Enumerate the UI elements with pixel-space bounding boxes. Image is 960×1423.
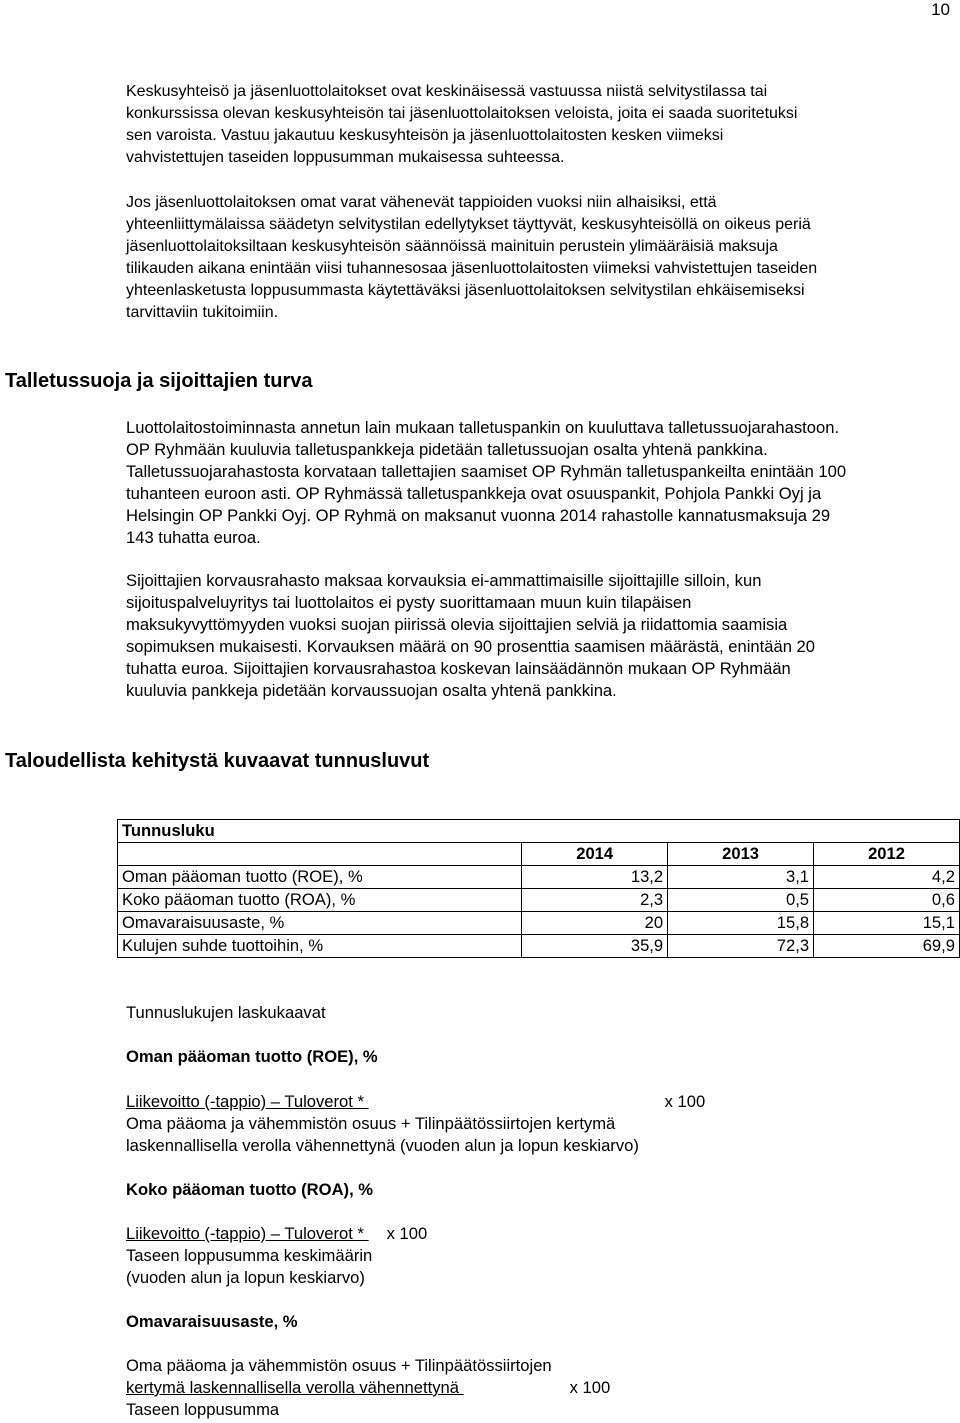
fraction-rule [364,1223,382,1245]
text-line: tilikauden aikana enintään viisi tuhannesosaa jäsenluottolaitosten viimeksi vahvistettujen taseiden [126,260,818,277]
table-row [118,935,960,958]
text-line: Luottolaitostoiminnasta annetun lain mukaan talletuspankin on kuuluttava talletussuojarahastoon. [126,418,840,437]
table-header-row [118,843,960,866]
roe-numerator-line [126,1091,705,1113]
roe-formula-title: Oman pääoman tuotto (ROE), % [126,1047,378,1066]
equity-ratio-formula-title: Omavaraisuusaste, % [126,1312,298,1331]
talletussuoja-paragraph-1 [126,417,956,549]
text-line: 143 tuhatta euroa. [126,528,261,547]
row-value: 4,2 [814,866,960,889]
text-line: tuhanteen euroon asti. OP Ryhmässä talletuspankkeja ovat osuuspankit, Pohjola Pankki Oyj ja [126,484,822,503]
text-line: tuhatta euroa. Sijoittajien korvausrahastoa koskevan lainsäädännön mukaan OP Ryhmään [126,659,791,678]
text-line: konkurssissa olevan keskusyhteisön tai jäsenluottolaitoksen veloista, joita ei saada suoritetuksi [126,105,798,122]
roe-numerator: Liikevoitto (-tappio) – Tuloverot * [126,1092,364,1111]
row-value: 20 [522,912,668,935]
equity-numerator: kertymä laskennallisella verolla vähennettynä [126,1378,459,1397]
roa-formula-title: Koko pääoman tuotto (ROA), % [126,1180,374,1199]
row-value: 13,2 [522,866,668,889]
text-line: maksukyvyttömyyden vuoksi suojan piirissä olevia sijoittajien selviä ja riidattomia saamisia [126,615,788,634]
row-value: 35,9 [522,935,668,958]
row-label: Kulujen suhde tuottoihin, % [118,935,522,958]
text-line: OP Ryhmään kuuluvia talletuspankkeja pidetään talletussuojan osalta yhtenä pankkina. [126,440,768,459]
text-line: Sijoittajien korvausrahasto maksaa korvauksia ei-ammattimaisille sijoittajille silloin, kun [126,571,762,590]
text-line: jäsenluottolaitoksiltaan keskusyhteisön säännöissä mainituin perustein ylimääräisiä maksuja [126,238,778,255]
table-row [118,889,960,912]
table-header-empty [118,843,522,866]
text-line: Talletussuojarahastosta korvataan tallettajien saamiset OP Ryhmän talletuspankeilta enintään 100 [126,462,847,481]
text-line: vahvistettujen taseiden loppusumman mukaisessa suhteessa. [126,149,565,166]
section-heading-tunnusluvut: Taloudellista kehitystä kuvaavat tunnusluvut [5,750,430,772]
roa-multiplier: x 100 [386,1224,428,1243]
text-line: Jos jäsenluottolaitoksen omat varat vähenevät tappioiden vuoksi niin alhaisiksi, että [126,194,717,211]
year-header: 2014 [522,843,668,866]
text-line: kuuluvia pankkeja pidetään korvaussuojan osalta yhtenä pankkina. [126,681,617,700]
page-number: 10 [931,0,950,19]
row-value: 15,1 [814,912,960,935]
roa-denominator: Taseen loppusumma keskimäärin [126,1246,373,1265]
fraction-rule [459,1377,565,1399]
text-line: sijoituspalveluyritys tai luottolaitos ei pysty suorittamaan muun kuin tilapäisen [126,593,692,612]
roa-numerator-line [126,1223,427,1245]
equity-multiplier: x 100 [569,1378,611,1397]
roa-numerator: Liikevoitto (-tappio) – Tuloverot * [126,1224,364,1243]
text-line: sopimuksen mukaisesti. Korvauksen määrä on 90 prosenttia saamisen määrästä, enintään 20 [126,637,816,656]
year-header: 2013 [668,843,814,866]
roe-denominator: Oma pääoma ja vähemmistön osuus + Tilinpäätössiirtojen kertymä [126,1114,616,1133]
table-title: Tunnusluku [118,820,960,843]
table-title-row [118,820,960,843]
formulas-title: Tunnuslukujen laskukaavat [126,1003,326,1022]
text-line: Helsingin OP Pankki Oyj. OP Ryhmä on maksanut vuonna 2014 rahastolle kannatusmaksuja 29 [126,506,831,525]
text-line: Keskusyhteisö ja jäsenluottolaitokset ovat keskinäisessä vastuussa niistä selvitystilassa tai [126,83,768,100]
table-row [118,866,960,889]
row-label: Oman pääoman tuotto (ROE), % [118,866,522,889]
roa-formula [126,1223,427,1289]
row-value: 3,1 [668,866,814,889]
row-value: 0,6 [814,889,960,912]
year-header: 2012 [814,843,960,866]
roe-denominator: laskennallisella verolla vähennettynä (vuoden alun ja lopun keskiarvo) [126,1136,639,1155]
text-line: yhteenlasketusta loppusummasta käytettäväksi jäsenluottolaitoksen selvitystilan ehkäisemiseksi [126,282,805,299]
table-row [118,912,960,935]
row-value: 69,9 [814,935,960,958]
text-line: tarvittaviin tukitoimiin. [126,304,279,321]
row-value: 2,3 [522,889,668,912]
text-line: yhteenliittymälaissa säädetyn selvitystilan edellytykset täyttyvät, keskusyhteisöllä on oikeus periä [126,216,811,233]
roe-multiplier: x 100 [664,1092,706,1111]
text-line: sen varoista. Vastuu jakautuu keskusyhteisön ja jäsenluottolaitosten kesken viimeksi [126,127,724,144]
roe-formula [126,1091,705,1157]
equity-numerator: Oma pääoma ja vähemmistön osuus + Tilinpäätössiirtojen [126,1356,552,1375]
row-value: 15,8 [668,912,814,935]
row-value: 0,5 [668,889,814,912]
key-figures-table [117,819,960,958]
equity-numerator-line [126,1377,610,1399]
intro-paragraph-1 [126,81,956,169]
section-heading-talletussuoja: Talletussuoja ja sijoittajien turva [5,370,313,392]
roa-denominator: (vuoden alun ja lopun keskiarvo) [126,1268,365,1287]
intro-paragraph-2 [126,192,956,324]
sijoittajat-paragraph [126,570,956,702]
row-label: Omavaraisuusaste, % [118,912,522,935]
row-label: Koko pääoman tuotto (ROA), % [118,889,522,912]
equity-denominator: Taseen loppusumma [126,1400,280,1419]
row-value: 72,3 [668,935,814,958]
fraction-rule [364,1091,660,1113]
equity-ratio-formula [126,1355,610,1421]
